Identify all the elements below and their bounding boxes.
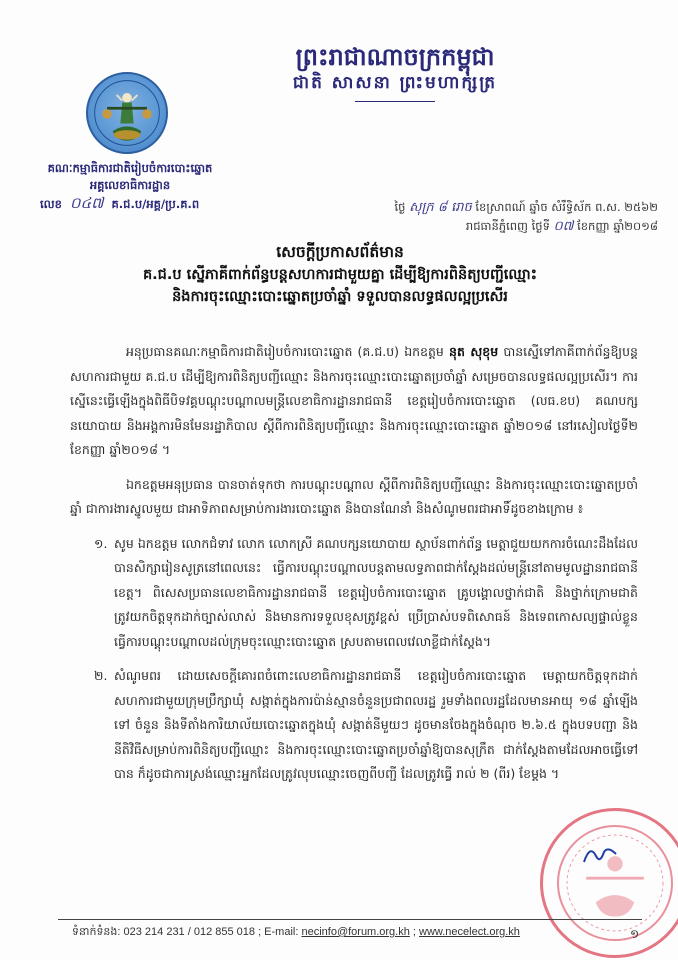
contact-phones: : 023 214 231 / 012 855 018 ; E-mail:: [117, 926, 302, 938]
list-item-text: សំណូមពរ ដោយសេចក្តីគោរពចំពោះលេខាធិការដ្ឋានរាជធានី ខេត្តរៀបចំការបោះឆ្នោត មេត្តាយកចិត្តទុកដាក់សហការជាមួយក្រុមប្រឹក្សាឃុំ សង្កាត់ក្នុងការប៉ាន់ស្មានចំនួនប្រជាពលរដ្ឋ រួមទាំងពលរដ្ឋដែលមានអាយុ ១៨ ឆ្នាំឡើងទៅ ចំនួន និងទីតាំងការិយាល័យបោះឆ្នោតក្នុងឃុំ សង្កាត់នីមួយៗ ដូចមានចែងក្នុងចំណុច ២.៦.៥ ក្នុងបទបញ្ជា និងនីតិវិធីសម្រាប់ការពិនិត្យបញ្ជីឈ្មោះ និងការចុះឈ្មោះបោះឆ្នោតប្រចាំឆ្នាំឱ្យបានសុក្រឹត ជាក់ស្តែងតាមដែលអាចធ្វើទៅបាន ក៏ដូចជាការស្រង់ឈ្មោះអ្នកដែលត្រូវលុបឈ្មោះចេញពីបញ្ជី ដែលត្រូវធ្វើ រាល់ ២ (ពីរ) ខែម្តង ។: [114, 668, 638, 781]
press-release-title: [40, 240, 640, 308]
organization-name: គណៈកម្មាធិការជាតិរៀបចំការបោះឆ្នោត: [47, 161, 213, 175]
paragraph-2: ឯកឧត្តមអនុប្រធាន បានចាត់ទុកថា ការបណ្តុះបណ្តាល ស្តីពីការពិនិត្យបញ្ជីឈ្មោះ និងការចុះឈ្មោះបោះឆ្នោតប្រចាំឆ្នាំ ជាការងារស្នូលមួយ ជាអាទិភាពសម្រាប់ការងារបោះឆ្នោត និងបានណែនាំ និងសំណូមពរជាអាទិ៍ដូចខាងក្រោម ៖: [70, 476, 638, 516]
solar-date: [318, 217, 658, 236]
signature-icon: [580, 842, 620, 868]
reference-number-handwritten: ០៤៧: [69, 194, 104, 212]
list-item-text: សូម ឯកឧត្តម លោកជំទាវ លោក លោកស្រី គណបក្សនយោបាយ ស្ថាប័នពាក់ព័ន្ធ មេត្តាជួយយកការចំណេះដឹងដែលបានសិក្សារៀនសូត្រនៅពេលនេះ ធ្វើការបណ្តុះបណ្តាលបន្តតាមលទ្ធភាពជាក់ស្តែងដល់មន្ត្រីនៅតាមមូលដ្ឋានរាជធានី ខេត្ត។ ពិសេសប្រធានលេខាធិការដ្ឋានរាជធានី ខេត្តរៀបចំការបោះឆ្នោត គ្រូបង្គោលថ្នាក់ជាតិ និងថ្នាក់ក្រោមជាតិ ត្រូវយកចិត្តទុកដាក់ច្បាស់លាស់ និងមានការទទួលខុសត្រូវខ្ពស់ ប្រើប្រាស់បទពិសោធន៍ និងទេពកោសល្យផ្ទាល់ខ្លួន ធ្វើការបណ្តុះបណ្តាលដល់ក្រុមចុះឈ្មោះបោះឆ្នោត ស្របតាមពេលវេលាខ្លីជាក់ស្តែង។: [114, 535, 638, 649]
official-name: នុត សុខុម: [449, 344, 499, 359]
recommendation-list: [70, 532, 638, 787]
national-motto: ជាតិ សាសនា ព្រះមហាក្សត្រ: [292, 73, 498, 93]
lunar-date-handwritten: សុក្រ ៨ រោច: [409, 200, 472, 215]
lunar-date-prefix: ថ្ងៃ: [394, 200, 406, 214]
reference-label: លេខ: [40, 197, 62, 211]
title-line-2: គ.ជ.ប ស្នើភាគីពាក់ព័ន្ធបន្តសហការជាមួយគ្នា ដើម្បីឱ្យការពិនិត្យបញ្ជីឈ្មោះ: [142, 267, 538, 283]
ornament-divider: [355, 98, 435, 106]
footer-contact: [72, 925, 652, 941]
paragraph-1: [70, 340, 638, 463]
kingdom-name: ព្រះរាជាណាចក្រកម្ពុជា: [295, 43, 495, 71]
department-name: អគ្គលេខាធិការដ្ឋាន: [89, 178, 171, 192]
paragraph-1-rest: បានស្នើទៅភាគីពាក់ព័ន្ធឱ្យបន្តសហការជាមួយ គ.ជ.ប ដើម្បីឱ្យការពិនិត្យបញ្ជីឈ្មោះ និងការចុះឈ្មោះបោះឆ្នោតប្រចាំឆ្នាំ សម្រេចបានលទ្ធផលល្អប្រសើរ។ ការស្នើនេះធ្វើឡើងក្នុងពិធីបិទវគ្គបណ្តុះបណ្តាលមន្ត្រីលេខាធិការដ្ឋានរាជធានី ខេត្តរៀបចំការបោះឆ្នោត (លធ.ខប) គណបក្សនយោបាយ និងអង្គការមិនមែនរដ្ឋាភិបាល ស្តីពីការពិនិត្យបញ្ជីឈ្មោះ និងការចុះឈ្មោះបោះឆ្នោត ឆ្នាំ២០១៨ នៅរសៀលថ្ងៃទី២ ខែកញ្ញា ឆ្នាំ២០១៨ ។: [70, 344, 638, 457]
contact-label: ទំនាក់ទំនង: [72, 926, 118, 938]
reference-suffix: គ.ជ.ប/អគ្គ/ប្រ.គ.ព: [111, 197, 200, 211]
website-link[interactable]: www.necelect.org.kh: [419, 926, 520, 938]
solar-date-rest: ខែកញ្ញា ឆ្នាំ២០១៨: [577, 219, 658, 233]
document-body: [70, 340, 638, 797]
list-item: [70, 664, 638, 787]
dateline: [318, 198, 658, 236]
footer-divider: [58, 919, 642, 920]
paragraph-1-intro: អនុប្រធានគណៈកម្មាធិការជាតិរៀបចំការបោះឆ្នោត (គ.ជ.ប) ឯកឧត្តម: [126, 344, 444, 359]
solar-date-prefix: រាជធានីភ្នំពេញ ថ្ងៃទី: [465, 219, 550, 233]
reference-number: [10, 194, 250, 213]
issuing-organization: [10, 160, 250, 213]
kingdom-heading: [255, 42, 535, 106]
email-link[interactable]: necinfo@forum.org.kh: [301, 926, 410, 938]
list-item-number: ២.: [94, 668, 108, 683]
title-line-3: និងការចុះឈ្មោះបោះឆ្នោតប្រចាំឆ្នាំ ទទួលបានលទ្ធផលល្អប្រសើរ: [172, 289, 508, 305]
page-number: ១: [630, 927, 640, 941]
title-line-1: សេចក្តីប្រកាសព័ត៌មាន: [276, 243, 404, 261]
footer-separator: ;: [409, 926, 420, 938]
nec-emblem-icon: [86, 72, 168, 154]
solar-day-handwritten: ០៧: [553, 219, 574, 234]
list-item-number: ១.: [94, 535, 108, 551]
lunar-date: [318, 198, 658, 217]
list-item: [70, 532, 638, 655]
lunar-date-rest: ខែស្រាពណ៍ ឆ្នាំច សំរឹទ្ធិស័ក ព.ស. ២៥៦២: [475, 200, 658, 214]
